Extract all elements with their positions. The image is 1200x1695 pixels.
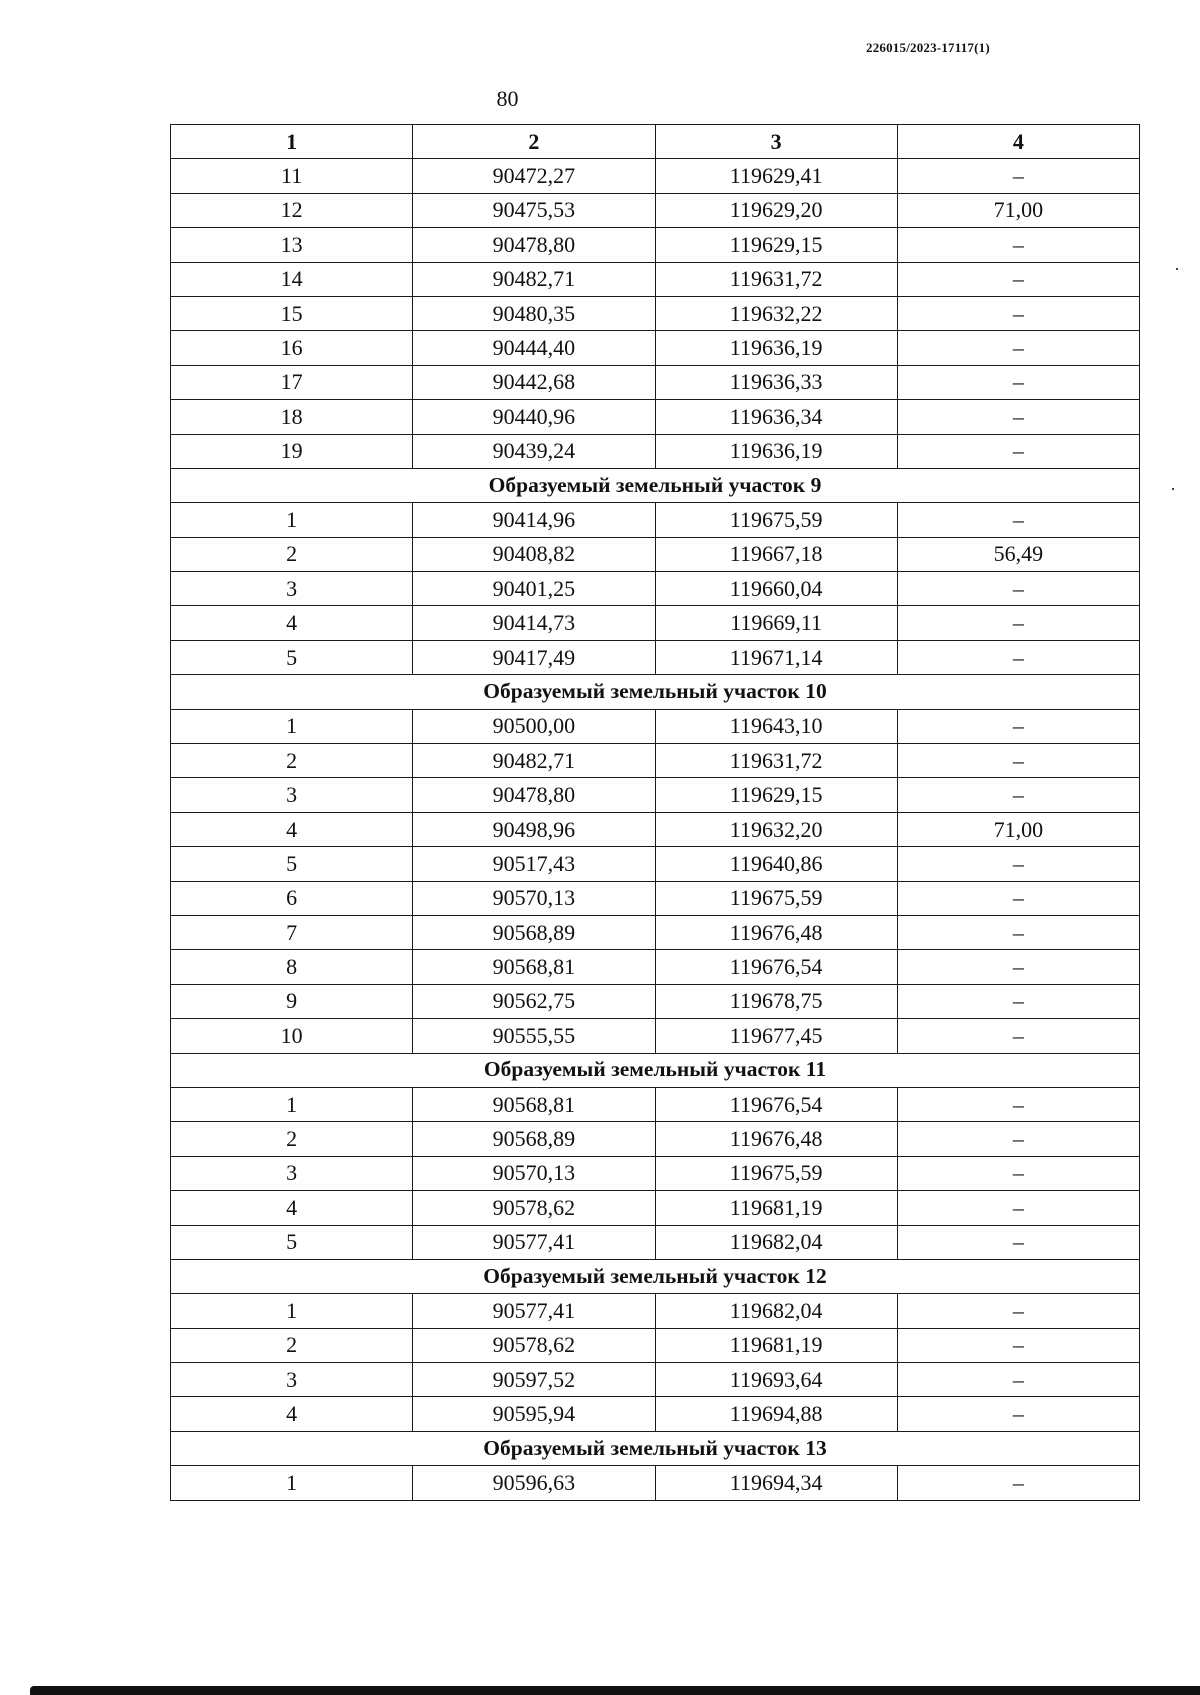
point-number-cell: 2 (171, 744, 413, 778)
x-coordinate-cell: 90570,13 (413, 1156, 655, 1190)
x-coordinate-cell: 90408,82 (413, 537, 655, 571)
table-row (171, 331, 1140, 365)
x-coordinate-cell: 90442,68 (413, 365, 655, 399)
distance-cell: – (897, 881, 1139, 915)
distance-cell: – (897, 1294, 1139, 1328)
y-coordinate-cell: 119631,72 (655, 744, 897, 778)
distance-cell: – (897, 778, 1139, 812)
point-number-cell: 8 (171, 950, 413, 984)
point-number-cell: 14 (171, 262, 413, 296)
distance-cell: – (897, 365, 1139, 399)
table-row (171, 847, 1140, 881)
point-number-cell: 5 (171, 1225, 413, 1259)
table-row (171, 1122, 1140, 1156)
table-row (171, 812, 1140, 846)
point-number-cell: 4 (171, 1191, 413, 1225)
distance-cell: – (897, 709, 1139, 743)
section-heading-row (171, 1053, 1140, 1087)
section-heading-row (171, 1431, 1140, 1465)
x-coordinate-cell: 90439,24 (413, 434, 655, 468)
point-number-cell: 2 (171, 1328, 413, 1362)
table-row (171, 434, 1140, 468)
table-row (171, 1191, 1140, 1225)
distance-cell: – (897, 1363, 1139, 1397)
section-heading: Образуемый земельный участок 12 (171, 1259, 1140, 1293)
table-row (171, 537, 1140, 571)
table-row (171, 365, 1140, 399)
distance-cell: 71,00 (897, 812, 1139, 846)
x-coordinate-cell: 90414,96 (413, 503, 655, 537)
x-coordinate-cell: 90596,63 (413, 1466, 655, 1500)
x-coordinate-cell: 90562,75 (413, 984, 655, 1018)
y-coordinate-cell: 119632,20 (655, 812, 897, 846)
x-coordinate-cell: 90401,25 (413, 572, 655, 606)
x-coordinate-cell: 90568,81 (413, 950, 655, 984)
point-number-cell: 15 (171, 296, 413, 330)
x-coordinate-cell: 90517,43 (413, 847, 655, 881)
y-coordinate-cell: 119636,34 (655, 400, 897, 434)
y-coordinate-cell: 119629,20 (655, 193, 897, 227)
table-row (171, 881, 1140, 915)
y-coordinate-cell: 119681,19 (655, 1328, 897, 1362)
y-coordinate-cell: 119675,59 (655, 1156, 897, 1190)
coordinates-table (170, 124, 1140, 1501)
distance-cell: – (897, 950, 1139, 984)
x-coordinate-cell: 90480,35 (413, 296, 655, 330)
y-coordinate-cell: 119676,54 (655, 1087, 897, 1121)
y-coordinate-cell: 119682,04 (655, 1225, 897, 1259)
point-number-cell: 19 (171, 434, 413, 468)
x-coordinate-cell: 90568,81 (413, 1087, 655, 1121)
y-coordinate-cell: 119694,34 (655, 1466, 897, 1500)
point-number-cell: 18 (171, 400, 413, 434)
table-row (171, 1087, 1140, 1121)
y-coordinate-cell: 119636,19 (655, 434, 897, 468)
distance-cell: – (897, 1191, 1139, 1225)
page-number (0, 86, 1200, 112)
page-number-text: 80 (496, 86, 519, 111)
x-coordinate-cell: 90555,55 (413, 1019, 655, 1053)
y-coordinate-cell: 119636,19 (655, 331, 897, 365)
x-coordinate-cell: 90472,27 (413, 159, 655, 193)
distance-cell: – (897, 262, 1139, 296)
y-coordinate-cell: 119678,75 (655, 984, 897, 1018)
table-row (171, 950, 1140, 984)
table-row (171, 503, 1140, 537)
distance-cell: – (897, 915, 1139, 949)
distance-cell: – (897, 606, 1139, 640)
column-header: 1 (171, 125, 413, 159)
x-coordinate-cell: 90578,62 (413, 1328, 655, 1362)
x-coordinate-cell: 90577,41 (413, 1225, 655, 1259)
distance-cell: – (897, 1397, 1139, 1431)
point-number-cell: 12 (171, 193, 413, 227)
table-row (171, 778, 1140, 812)
point-number-cell: 5 (171, 640, 413, 674)
x-coordinate-cell: 90500,00 (413, 709, 655, 743)
table-header-row (171, 125, 1140, 159)
table-row (171, 296, 1140, 330)
y-coordinate-cell: 119669,11 (655, 606, 897, 640)
point-number-cell: 2 (171, 1122, 413, 1156)
y-coordinate-cell: 119676,48 (655, 915, 897, 949)
table-row (171, 1363, 1140, 1397)
distance-cell: – (897, 434, 1139, 468)
y-coordinate-cell: 119694,88 (655, 1397, 897, 1431)
table-row (171, 228, 1140, 262)
table-row (171, 606, 1140, 640)
x-coordinate-cell: 90414,73 (413, 606, 655, 640)
distance-cell: – (897, 1466, 1139, 1500)
point-number-cell: 3 (171, 1363, 413, 1397)
y-coordinate-cell: 119681,19 (655, 1191, 897, 1225)
table-row (171, 1294, 1140, 1328)
distance-cell: – (897, 1122, 1139, 1156)
distance-cell: – (897, 572, 1139, 606)
y-coordinate-cell: 119636,33 (655, 365, 897, 399)
y-coordinate-cell: 119677,45 (655, 1019, 897, 1053)
x-coordinate-cell: 90478,80 (413, 228, 655, 262)
point-number-cell: 10 (171, 1019, 413, 1053)
distance-cell: – (897, 503, 1139, 537)
point-number-cell: 1 (171, 1294, 413, 1328)
x-coordinate-cell: 90417,49 (413, 640, 655, 674)
x-coordinate-cell: 90482,71 (413, 262, 655, 296)
point-number-cell: 17 (171, 365, 413, 399)
distance-cell: – (897, 400, 1139, 434)
point-number-cell: 5 (171, 847, 413, 881)
point-number-cell: 1 (171, 503, 413, 537)
x-coordinate-cell: 90482,71 (413, 744, 655, 778)
column-header: 3 (655, 125, 897, 159)
table-row (171, 709, 1140, 743)
scan-speck (1176, 268, 1178, 270)
table-row (171, 640, 1140, 674)
x-coordinate-cell: 90577,41 (413, 1294, 655, 1328)
y-coordinate-cell: 119667,18 (655, 537, 897, 571)
table-row (171, 193, 1140, 227)
table-body (171, 159, 1140, 1500)
section-heading: Образуемый земельный участок 9 (171, 468, 1140, 502)
point-number-cell: 11 (171, 159, 413, 193)
table-row (171, 159, 1140, 193)
distance-cell: 56,49 (897, 537, 1139, 571)
point-number-cell: 9 (171, 984, 413, 1018)
section-heading: Образуемый земельный участок 11 (171, 1053, 1140, 1087)
x-coordinate-cell: 90597,52 (413, 1363, 655, 1397)
table-row (171, 984, 1140, 1018)
distance-cell: – (897, 296, 1139, 330)
point-number-cell: 13 (171, 228, 413, 262)
y-coordinate-cell: 119682,04 (655, 1294, 897, 1328)
x-coordinate-cell: 90570,13 (413, 881, 655, 915)
point-number-cell: 4 (171, 606, 413, 640)
distance-cell: – (897, 640, 1139, 674)
point-number-cell: 3 (171, 1156, 413, 1190)
table-row (171, 400, 1140, 434)
table-row (171, 1466, 1140, 1500)
y-coordinate-cell: 119660,04 (655, 572, 897, 606)
table-row (171, 572, 1140, 606)
table-row (171, 262, 1140, 296)
y-coordinate-cell: 119631,72 (655, 262, 897, 296)
point-number-cell: 7 (171, 915, 413, 949)
distance-cell: – (897, 228, 1139, 262)
y-coordinate-cell: 119675,59 (655, 881, 897, 915)
x-coordinate-cell: 90578,62 (413, 1191, 655, 1225)
y-coordinate-cell: 119632,22 (655, 296, 897, 330)
point-number-cell: 1 (171, 709, 413, 743)
scan-edge-bar (30, 1686, 1200, 1695)
y-coordinate-cell: 119675,59 (655, 503, 897, 537)
section-heading-row (171, 468, 1140, 502)
section-heading-row (171, 1259, 1140, 1293)
point-number-cell: 2 (171, 537, 413, 571)
x-coordinate-cell: 90444,40 (413, 331, 655, 365)
point-number-cell: 16 (171, 331, 413, 365)
point-number-cell: 6 (171, 881, 413, 915)
x-coordinate-cell: 90498,96 (413, 812, 655, 846)
x-coordinate-cell: 90568,89 (413, 1122, 655, 1156)
column-header: 4 (897, 125, 1139, 159)
section-heading-row (171, 675, 1140, 709)
distance-cell: – (897, 1225, 1139, 1259)
point-number-cell: 3 (171, 778, 413, 812)
document-id: 226015/2023-17117(1) (866, 40, 990, 55)
y-coordinate-cell: 119629,15 (655, 228, 897, 262)
section-heading: Образуемый земельный участок 13 (171, 1431, 1140, 1465)
section-heading: Образуемый земельный участок 10 (171, 675, 1140, 709)
point-number-cell: 1 (171, 1466, 413, 1500)
x-coordinate-cell: 90440,96 (413, 400, 655, 434)
distance-cell: – (897, 1328, 1139, 1362)
point-number-cell: 4 (171, 1397, 413, 1431)
table-row (171, 1397, 1140, 1431)
point-number-cell: 4 (171, 812, 413, 846)
distance-cell: 71,00 (897, 193, 1139, 227)
table-row (171, 1156, 1140, 1190)
table-row (171, 1328, 1140, 1362)
distance-cell: – (897, 1156, 1139, 1190)
y-coordinate-cell: 119640,86 (655, 847, 897, 881)
y-coordinate-cell: 119643,10 (655, 709, 897, 743)
x-coordinate-cell: 90595,94 (413, 1397, 655, 1431)
point-number-cell: 3 (171, 572, 413, 606)
y-coordinate-cell: 119629,41 (655, 159, 897, 193)
distance-cell: – (897, 1019, 1139, 1053)
distance-cell: – (897, 1087, 1139, 1121)
y-coordinate-cell: 119629,15 (655, 778, 897, 812)
distance-cell: – (897, 159, 1139, 193)
point-number-cell: 1 (171, 1087, 413, 1121)
distance-cell: – (897, 744, 1139, 778)
distance-cell: – (897, 847, 1139, 881)
table-row (171, 1019, 1140, 1053)
distance-cell: – (897, 331, 1139, 365)
table-row (171, 1225, 1140, 1259)
x-coordinate-cell: 90475,53 (413, 193, 655, 227)
distance-cell: – (897, 984, 1139, 1018)
column-header: 2 (413, 125, 655, 159)
table-row (171, 744, 1140, 778)
x-coordinate-cell: 90478,80 (413, 778, 655, 812)
y-coordinate-cell: 119671,14 (655, 640, 897, 674)
x-coordinate-cell: 90568,89 (413, 915, 655, 949)
table-row (171, 915, 1140, 949)
y-coordinate-cell: 119676,54 (655, 950, 897, 984)
y-coordinate-cell: 119693,64 (655, 1363, 897, 1397)
scan-speck (1172, 488, 1174, 490)
y-coordinate-cell: 119676,48 (655, 1122, 897, 1156)
